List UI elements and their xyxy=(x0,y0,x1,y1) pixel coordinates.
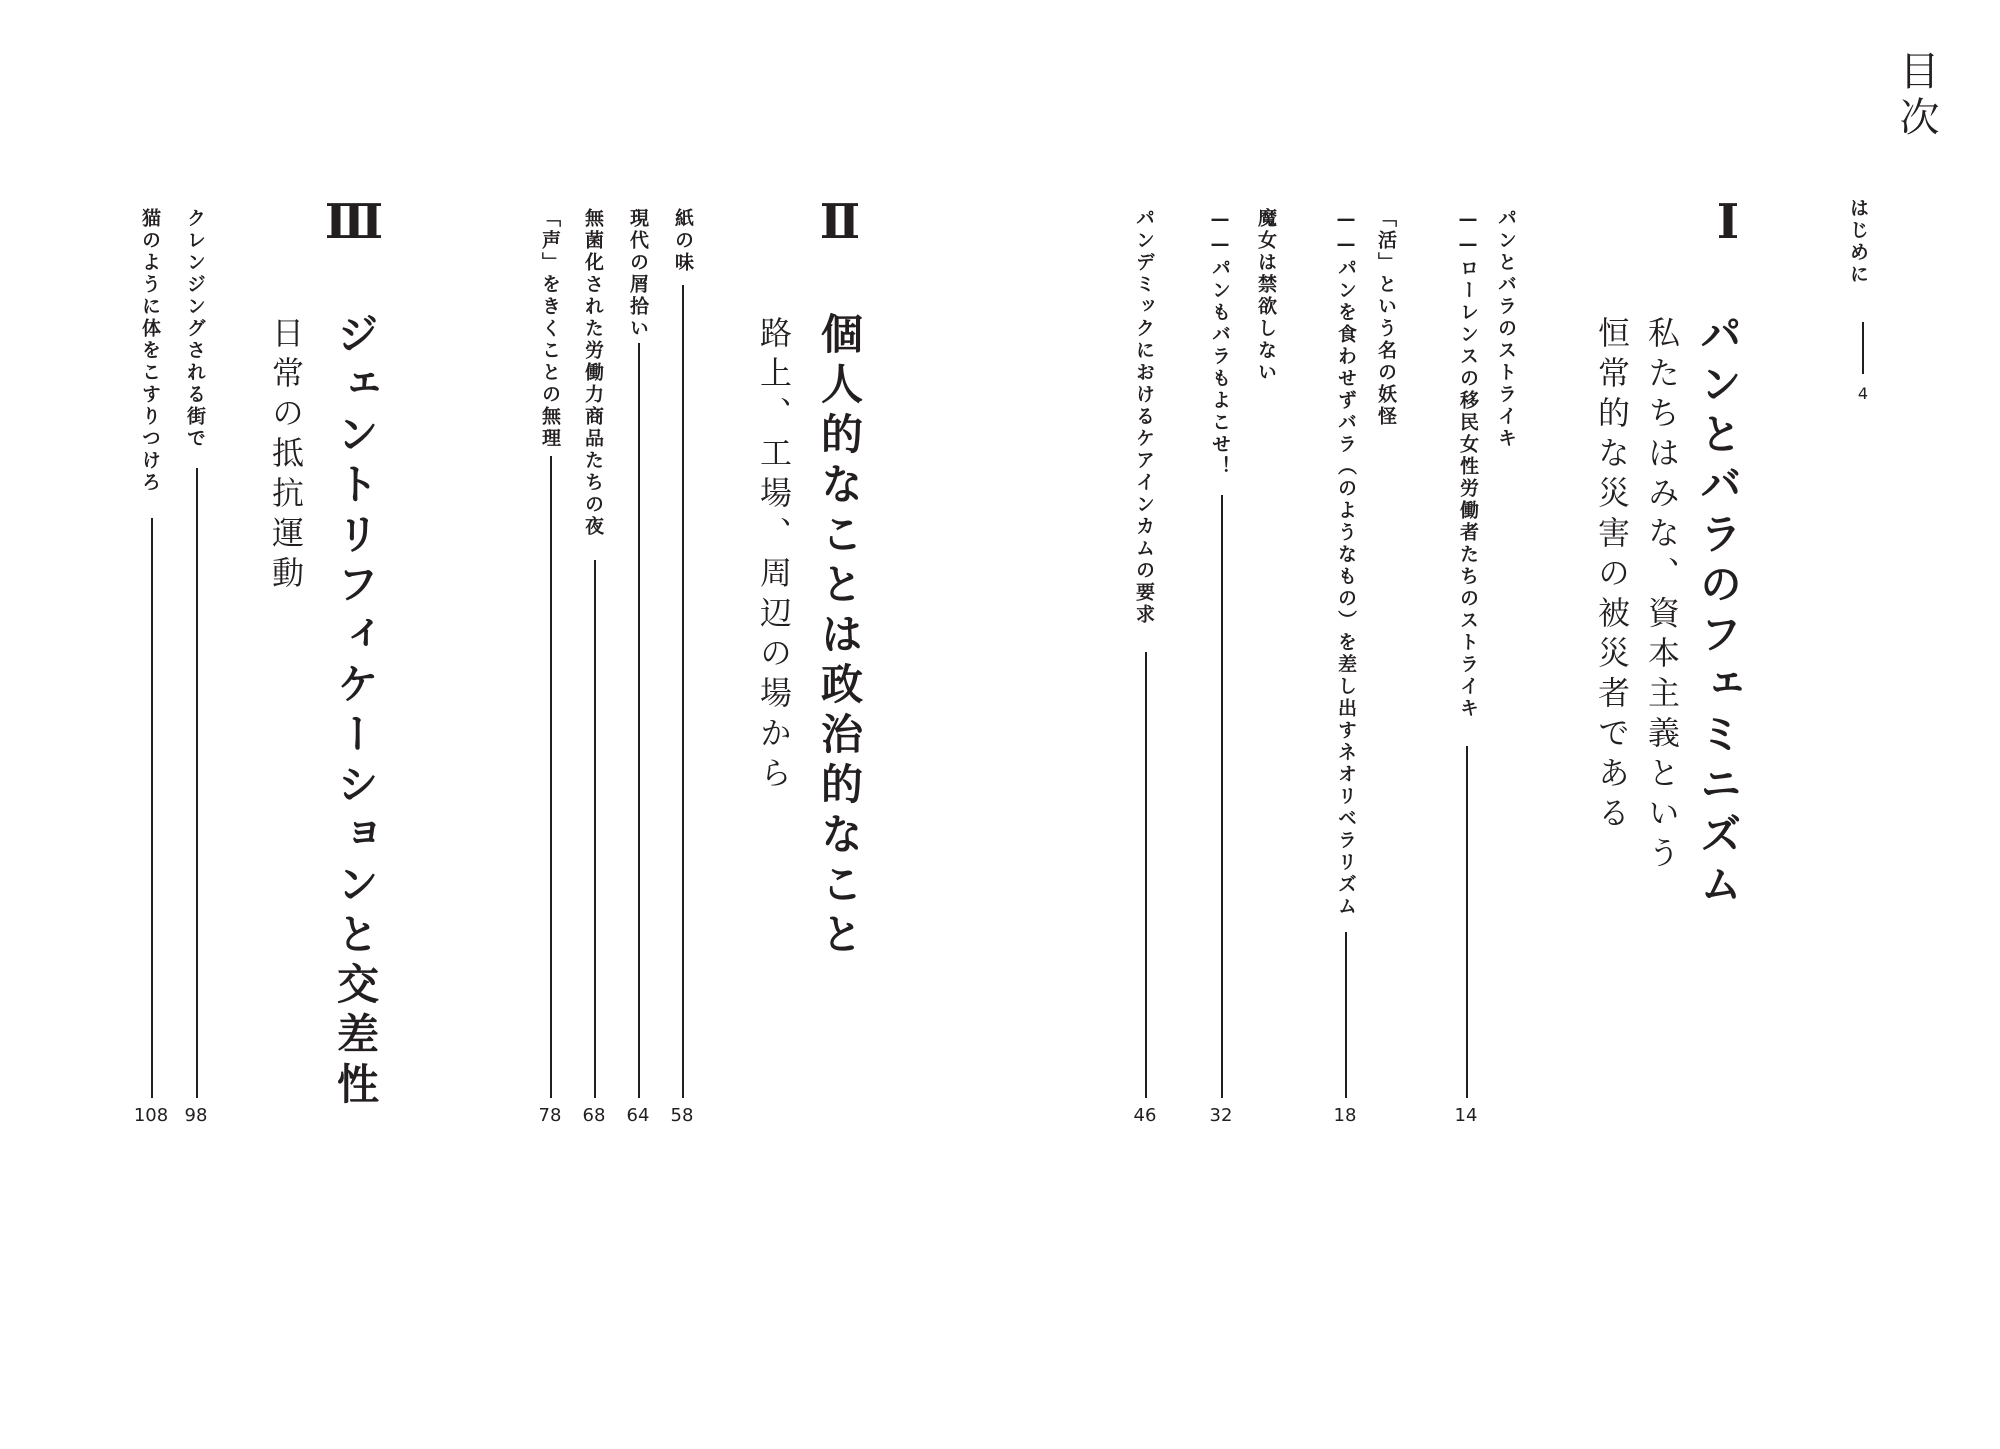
part-3-title[interactable]: ジェントリフィケーションと交差性 xyxy=(331,312,380,1112)
toc-page: 32 xyxy=(1209,1105,1233,1126)
part-2-title[interactable]: 個人的なことは政治的なこと xyxy=(815,312,864,962)
toc-leader xyxy=(594,560,596,1098)
toc-page: 18 xyxy=(1333,1105,1357,1126)
toc-page: 14 xyxy=(1454,1105,1478,1126)
toc-leader xyxy=(682,285,684,1098)
toc-entry[interactable]: パンとバラのストライキ xyxy=(1495,208,1517,450)
toc-entry[interactable]: クレンジングされる街で xyxy=(184,208,206,450)
toc-entry[interactable]: 魔女は禁欲しない xyxy=(1255,208,1277,384)
toc-entry[interactable]: 「活」という名の妖怪 xyxy=(1375,208,1397,428)
toc-entry[interactable]: 紙の味 xyxy=(672,208,694,274)
toc-leader xyxy=(1145,652,1147,1098)
toc-entry-subtext: ——ローレンスの移民女性労働者たちのストライキ xyxy=(1457,208,1479,720)
toc-page: 68 xyxy=(582,1105,606,1126)
toc-entry-subtext: ——パンを食わせずバラ（のようなもの）を差し出すネオリベラリズム xyxy=(1335,208,1357,918)
toc-entry-subtext: ——パンもバラもよこせ！ xyxy=(1209,208,1231,478)
toc-page: 78 xyxy=(538,1105,562,1126)
part-1-subtitle-1: 私たちはみな、資本主義という xyxy=(1643,316,1681,876)
intro-label[interactable]: はじめに xyxy=(1847,198,1869,286)
toc-entry[interactable]: 「声」をきくことの無理 xyxy=(539,208,561,450)
toc-leader xyxy=(151,518,153,1098)
toc-leader xyxy=(638,343,640,1098)
part-3-numeral: Ⅲ xyxy=(324,194,384,250)
toc-entry[interactable]: 猫のように体をこすりつけろ xyxy=(139,208,161,494)
part-1-numeral: Ⅰ xyxy=(1716,194,1740,250)
toc-entry[interactable]: 現代の屑拾い xyxy=(627,208,649,340)
toc-page: 64 xyxy=(626,1105,650,1126)
part-2-subtitle-1: 路上、工場、周辺の場から xyxy=(755,316,793,796)
toc-page: 58 xyxy=(670,1105,694,1126)
toc-leader xyxy=(1466,746,1468,1098)
intro-leader xyxy=(1862,322,1864,374)
toc-leader xyxy=(196,468,198,1098)
toc-page: 46 xyxy=(1133,1105,1157,1126)
toc-entry[interactable]: 無菌化された労働力商品たちの夜 xyxy=(582,208,604,538)
toc-page: 98 xyxy=(184,1105,208,1126)
toc-entry[interactable]: パンデミックにおけるケアインカムの要求 xyxy=(1133,208,1155,626)
part-2-numeral: Ⅱ xyxy=(819,194,861,250)
part-3-subtitle-1: 日常の抵抗運動 xyxy=(267,316,305,596)
toc-leader xyxy=(1221,495,1223,1098)
toc-leader xyxy=(1345,932,1347,1098)
part-1-subtitle-2: 恒常的な災害の被災者である xyxy=(1593,316,1631,836)
page-title: 目次 xyxy=(1893,50,1939,142)
part-1-title[interactable]: パンとバラのフェミニズム xyxy=(1694,312,1743,912)
intro-page: 4 xyxy=(1857,384,1869,403)
toc-leader xyxy=(550,456,552,1098)
toc-page: 108 xyxy=(133,1105,169,1126)
